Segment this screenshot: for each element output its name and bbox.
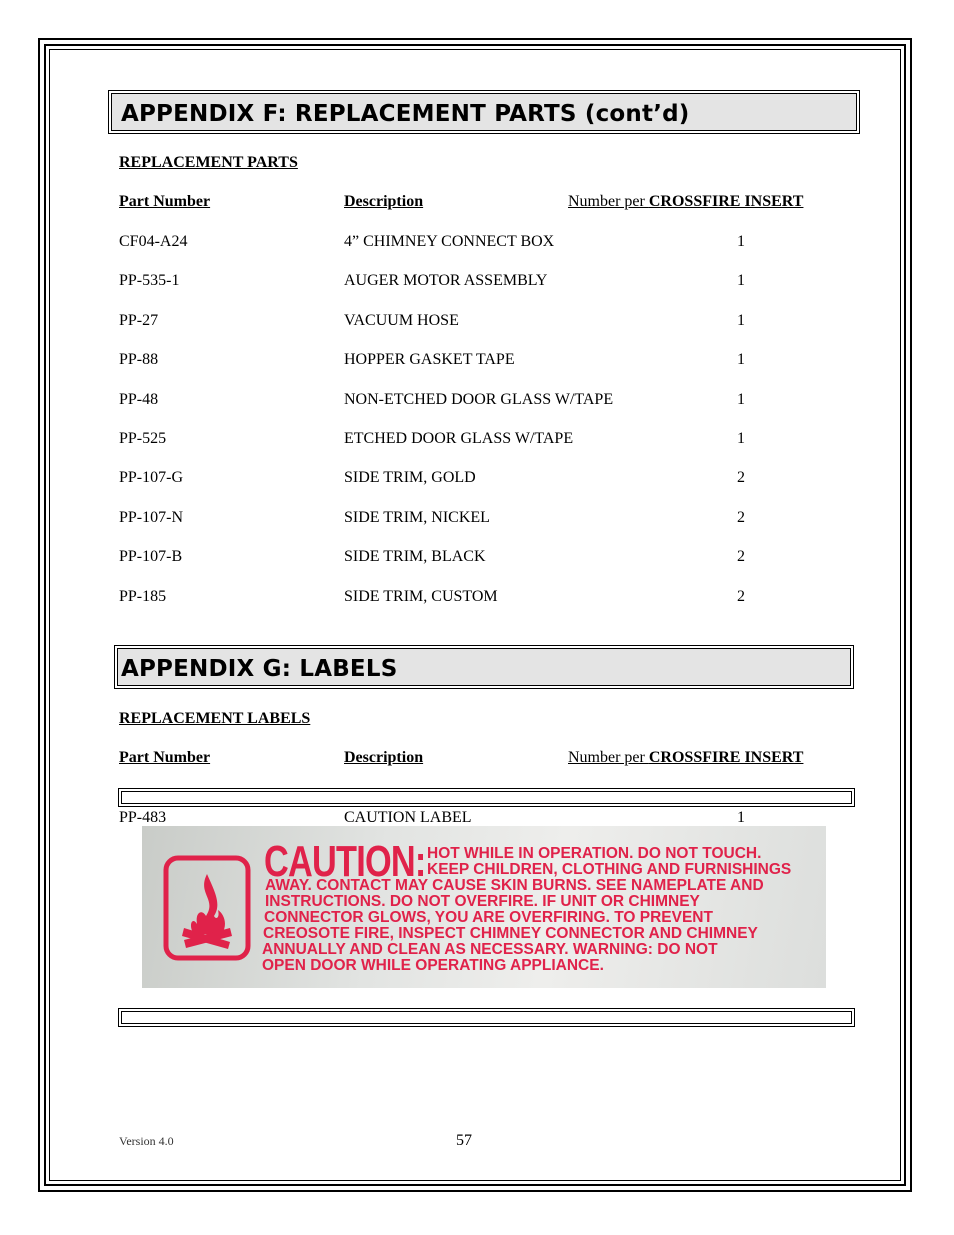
caution-line: CONNECTOR GLOWS, YOU ARE OVERFIRING. TO PREVENT: [264, 909, 713, 926]
version-footer: Version 4.0: [119, 1134, 174, 1148]
col-quantity-product: CROSSFIRE INSERT: [648, 193, 804, 210]
part-number-cell: PP-107-B: [119, 548, 183, 565]
description-cell: AUGER MOTOR ASSEMBLY: [344, 272, 548, 289]
description-cell: 4” CHIMNEY CONNECT BOX: [344, 233, 555, 250]
label-description: CAUTION LABEL: [344, 809, 472, 826]
quantity-cell: 2: [737, 509, 745, 526]
quantity-cell: 1: [737, 430, 745, 447]
label-table-bottom-rule: [118, 1008, 855, 1027]
appendix-f-title: APPENDIX F: REPLACEMENT PARTS (cont’d): [121, 101, 690, 127]
labels-col-description-header: Description: [344, 749, 424, 766]
caution-text: [262, 846, 810, 974]
description-cell: VACUUM HOSE: [344, 312, 459, 329]
quantity-cell: 1: [737, 312, 745, 329]
part-number-cell: CF04-A24: [119, 233, 188, 250]
caution-line: CREOSOTE FIRE, INSPECT CHIMNEY CONNECTOR AND CHIMNEY: [263, 925, 758, 942]
appendix-g-title: APPENDIX G: LABELS: [121, 656, 398, 682]
caution-label-image: [142, 826, 826, 988]
quantity-cell: 2: [737, 469, 745, 486]
fire-icon: [162, 854, 252, 962]
labels-col-quantity-product: CROSSFIRE INSERT: [648, 749, 804, 766]
caution-line: KEEP CHILDREN, CLOTHING AND FURNISHINGS: [427, 861, 792, 878]
labels-col-quantity-prefix: Number per: [568, 749, 649, 766]
col-description-header: Description: [344, 193, 424, 210]
col-part-number-header: Part Number: [119, 193, 211, 210]
part-number-cell: PP-88: [119, 351, 159, 368]
labels-col-part-number-header: Part Number: [119, 749, 211, 766]
description-cell: SIDE TRIM, NICKEL: [344, 509, 490, 526]
description-cell: SIDE TRIM, GOLD: [344, 469, 476, 486]
label-quantity: 1: [737, 809, 745, 826]
caution-line: AWAY. CONTACT MAY CAUSE SKIN BURNS. SEE NAMEPLATE AND: [265, 877, 764, 894]
label-part-number: PP-483: [119, 809, 167, 826]
description-cell: NON-ETCHED DOOR GLASS W/TAPE: [344, 391, 614, 408]
description-cell: SIDE TRIM, BLACK: [344, 548, 486, 565]
page-number: 57: [456, 1132, 472, 1149]
description-cell: SIDE TRIM, CUSTOM: [344, 588, 498, 605]
quantity-cell: 1: [737, 272, 745, 289]
replacement-parts-heading: REPLACEMENT PARTS: [119, 154, 298, 171]
labels-col-quantity-header: [568, 748, 803, 768]
caution-line: OPEN DOOR WHILE OPERATING APPLIANCE.: [262, 957, 604, 974]
caution-word: CAUTION:: [264, 837, 426, 886]
col-quantity-prefix: Number per: [568, 193, 649, 210]
description-cell: ETCHED DOOR GLASS W/TAPE: [344, 430, 574, 447]
appendix-g-header: [117, 648, 851, 686]
part-number-cell: PP-107-G: [119, 469, 184, 486]
description-cell: HOPPER GASKET TAPE: [344, 351, 515, 368]
col-quantity-header: [568, 192, 803, 212]
part-number-cell: PP-107-N: [119, 509, 184, 526]
part-number-cell: PP-535-1: [119, 272, 180, 289]
quantity-cell: 1: [737, 233, 745, 250]
appendix-f-header: [111, 93, 857, 131]
part-number-cell: PP-185: [119, 588, 167, 605]
quantity-cell: 2: [737, 588, 745, 605]
label-table-top-rule: [118, 788, 855, 807]
part-number-cell: PP-27: [119, 312, 159, 329]
caution-line: HOT WHILE IN OPERATION. DO NOT TOUCH.: [427, 845, 762, 862]
caution-line: ANNUALLY AND CLEAN AS NECESSARY. WARNING: DO NOT: [262, 941, 718, 958]
part-number-cell: PP-525: [119, 430, 167, 447]
quantity-cell: 1: [737, 351, 745, 368]
replacement-labels-heading: REPLACEMENT LABELS: [119, 710, 311, 727]
quantity-cell: 2: [737, 548, 745, 565]
quantity-cell: 1: [737, 391, 745, 408]
caution-line: INSTRUCTIONS. DO NOT OVERFIRE. IF UNIT OR CHIMNEY: [265, 893, 700, 910]
part-number-cell: PP-48: [119, 391, 159, 408]
